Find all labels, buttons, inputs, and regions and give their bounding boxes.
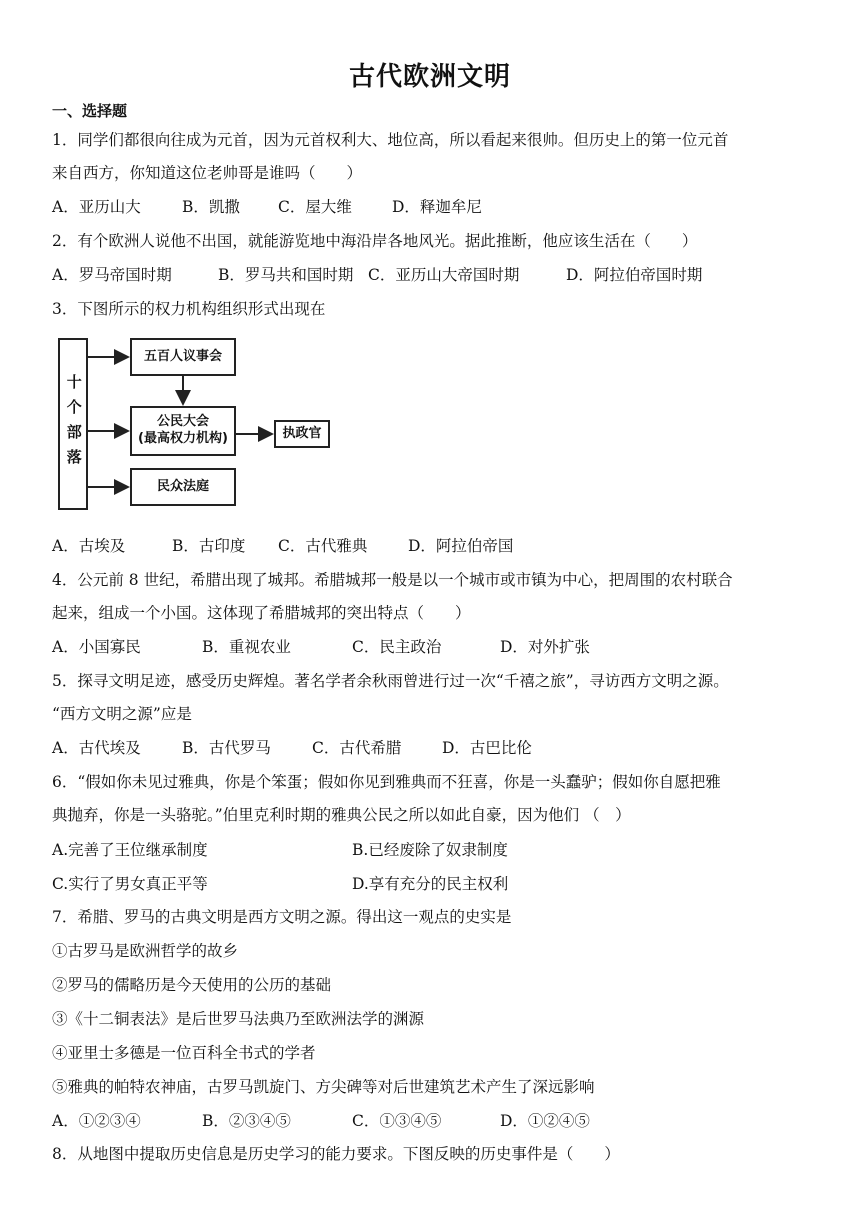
q2-option-d[interactable]: D．阿拉伯帝国时期 — [566, 266, 703, 284]
question-2-text: 2．有个欧洲人说他不出国，就能游览地中海沿岸各地风光。据此推断，他应该生活在（ ） — [52, 232, 698, 250]
q4-option-b[interactable]: B．重视农业 — [202, 638, 291, 656]
q7-option-b[interactable]: B．②③④⑤ — [202, 1112, 291, 1130]
q7-option-d[interactable]: D．①②④⑤ — [500, 1112, 590, 1130]
q4-option-d[interactable]: D．对外扩张 — [500, 638, 590, 656]
question-8-text: 8．从地图中提取历史信息是历史学习的能力要求。下图反映的历史事件是（ ） — [52, 1145, 620, 1163]
q3-option-c[interactable]: C．古代雅典 — [278, 537, 368, 555]
diagram-ten-tribes-box: 十个部落 — [58, 338, 88, 510]
q7-statement-1: ①古罗马是欧洲哲学的故乡 — [52, 942, 239, 960]
diagram-magistrate-box: 执政官 — [274, 420, 330, 448]
question-6-text-cont: 典抛弃，你是一头骆驼。”伯里克利时期的雅典公民之所以如此自豪，因为他们 （ ） — [52, 806, 631, 824]
question-6-text: 6．“假如你未见过雅典，你是个笨蛋；假如你见到雅典而不狂喜，你是一头蠢驴；假如你自愿把雅 — [52, 773, 721, 791]
q7-option-c[interactable]: C．①③④⑤ — [352, 1112, 442, 1130]
q7-option-a[interactable]: A．①②③④ — [52, 1112, 141, 1130]
q3-option-a[interactable]: A．古埃及 — [52, 537, 126, 555]
q2-option-b[interactable]: B．罗马共和国时期 — [218, 266, 354, 284]
q5-option-d[interactable]: D．古巴比伦 — [442, 739, 532, 757]
q6-option-c[interactable]: C.实行了男女真正平等 — [52, 875, 208, 893]
section-heading: 一、选择题 — [52, 102, 128, 120]
q5-option-c[interactable]: C．古代希腊 — [312, 739, 402, 757]
q2-option-a[interactable]: A．罗马帝国时期 — [52, 266, 172, 284]
q4-option-a[interactable]: A．小国寡民 — [52, 638, 141, 656]
q1-option-b[interactable]: B．凯撒 — [182, 198, 240, 216]
page-title: 古代欧洲文明 — [348, 62, 511, 92]
government-structure-diagram — [58, 334, 348, 512]
q5-option-b[interactable]: B．古代罗马 — [182, 739, 271, 757]
q2-option-c[interactable]: C．亚历山大帝国时期 — [368, 266, 520, 284]
q1-option-a[interactable]: A．亚历山大 — [52, 198, 141, 216]
q6-option-a[interactable]: A.完善了王位继承制度 — [52, 841, 208, 859]
q3-option-d[interactable]: D．阿拉伯帝国 — [408, 537, 514, 555]
question-4-text-cont: 起来，组成一个小国。这体现了希腊城邦的突出特点（ ） — [52, 604, 471, 622]
question-4-text: 4．公元前 8 世纪，希腊出现了城邦。希腊城邦一般是以一个城市或市镇为中心，把周围的农村联合 — [52, 571, 733, 589]
q6-option-d[interactable]: D.享有充分的民主权利 — [352, 875, 509, 893]
question-3-text: 3．下图所示的权力机构组织形式出现在 — [52, 300, 326, 318]
question-5-text: 5．探寻文明足迹，感受历史辉煌。著名学者余秋雨曾进行过一次“千禧之旅”，寻访西方文明之源。 — [52, 672, 729, 690]
q7-statement-3: ③《十二铜表法》是后世罗马法典乃至欧洲法学的渊源 — [52, 1010, 425, 1028]
q7-statement-4: ④亚里士多德是一位百科全书式的学者 — [52, 1044, 316, 1062]
q3-option-b[interactable]: B．古印度 — [172, 537, 246, 555]
q5-option-a[interactable]: A．古代埃及 — [52, 739, 141, 757]
q4-option-c[interactable]: C．民主政治 — [352, 638, 442, 656]
diagram-council-box: 五百人议事会 — [130, 338, 236, 376]
question-7-text: 7．希腊、罗马的古典文明是西方文明之源。得出这一观点的史实是 — [52, 908, 512, 926]
q1-option-c[interactable]: C．屋大维 — [278, 198, 352, 216]
question-1-text: 1．同学们都很向往成为元首，因为元首权利大、地位高，所以看起来很帅。但历史上的第一位元首 — [52, 131, 729, 149]
diagram-court-box: 民众法庭 — [130, 468, 236, 506]
q7-statement-2: ②罗马的儒略历是今天使用的公历的基础 — [52, 976, 332, 994]
q1-option-d[interactable]: D．释迦牟尼 — [392, 198, 482, 216]
q6-option-b[interactable]: B.已经废除了奴隶制度 — [352, 841, 508, 859]
q7-statement-5: ⑤雅典的帕特农神庙，古罗马凯旋门、方尖碑等对后世建筑艺术产生了深远影响 — [52, 1078, 595, 1096]
question-5-text-cont: “西方文明之源”应是 — [52, 705, 192, 723]
diagram-assembly-box: 公民大会 (最高权力机构) — [130, 406, 236, 456]
question-1-text-cont: 来自西方，你知道这位老帅哥是谁吗（ ） — [52, 164, 363, 182]
